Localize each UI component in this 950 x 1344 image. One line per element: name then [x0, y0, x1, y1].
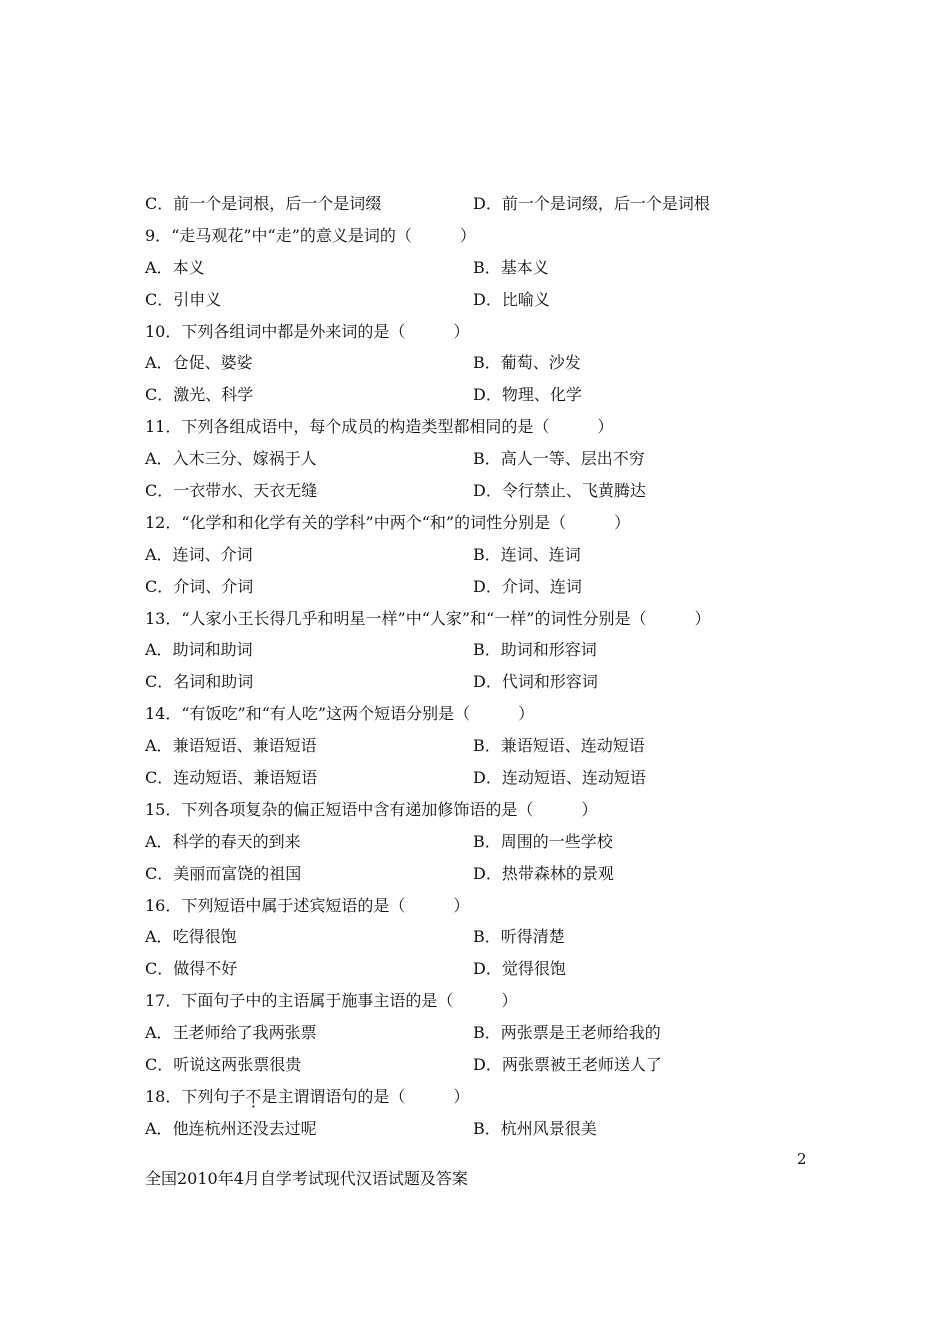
- option: [145, 188, 381, 220]
- option-letter: A．: [145, 353, 173, 373]
- option: [145, 921, 237, 953]
- option-text: 基本义: [500, 257, 549, 277]
- option-text: 听得清楚: [500, 927, 565, 947]
- option-letter: D．: [473, 385, 502, 405]
- option: [473, 762, 646, 794]
- option-text: 热带森林的景观: [501, 863, 614, 883]
- option: [473, 252, 549, 284]
- option-text: 激光、科学: [173, 385, 254, 405]
- option-letter: D．: [473, 481, 502, 501]
- option: [145, 379, 253, 411]
- question-text: “走马观花”中“走”的意义是词的（ ）: [171, 225, 476, 245]
- option: [145, 858, 301, 890]
- option-letter: D．: [473, 1055, 502, 1075]
- option: [145, 1017, 317, 1049]
- option-row: [145, 379, 845, 411]
- option-letter: C．: [145, 481, 174, 501]
- option-letter: B．: [473, 257, 501, 277]
- option-letter: B．: [473, 640, 501, 660]
- option-text: 高人一等、层出不穷: [500, 449, 645, 469]
- option-row: [145, 1113, 845, 1145]
- option-row: [145, 347, 845, 379]
- option-row: [145, 443, 845, 475]
- option-letter: B．: [473, 353, 501, 373]
- option-letter: C．: [145, 194, 174, 213]
- option-letter: C．: [145, 385, 174, 405]
- option: [145, 730, 317, 762]
- question-text: “有饭吃”和“有人吃”这两个短语分别是（ ）: [181, 704, 535, 724]
- option: [473, 634, 597, 666]
- option-row: [145, 826, 845, 858]
- option-letter: A．: [145, 257, 173, 277]
- option-text: 美丽而富饶的祖国: [173, 863, 302, 883]
- option-row: [145, 858, 845, 890]
- option-text: 葡萄、沙发: [500, 353, 581, 373]
- option-letter: D．: [473, 959, 502, 979]
- option-text: 前一个是词缀，后一个是词根: [501, 194, 710, 213]
- option-text: 觉得很饱: [501, 959, 566, 979]
- option-text: 比喻义: [501, 289, 550, 309]
- option-row: [145, 666, 845, 698]
- option-letter: C．: [145, 1055, 174, 1075]
- question: [145, 603, 845, 635]
- question-number: 12．: [145, 512, 182, 532]
- option-text: 听说这两张票很贵: [173, 1055, 302, 1075]
- option-letter: B．: [473, 1118, 501, 1138]
- question-text: 下列各组成语中，每个成员的构造类型都相同的是（ ）: [181, 417, 614, 437]
- option: [145, 252, 205, 284]
- question-number: 10．: [145, 321, 182, 341]
- option: [145, 666, 253, 698]
- option: [145, 571, 253, 603]
- question: [145, 794, 845, 826]
- option-row: [145, 188, 845, 220]
- option: [473, 921, 565, 953]
- question: [145, 985, 845, 1017]
- option-text: 本义: [172, 257, 205, 277]
- option-row: [145, 539, 845, 571]
- question-number: 18．: [145, 1086, 182, 1106]
- option-text: 介词、介词: [173, 576, 254, 596]
- option-letter: C．: [145, 768, 174, 788]
- option-letter: C．: [145, 576, 174, 596]
- option: [473, 730, 645, 762]
- question-text: 下列句子: [181, 1086, 246, 1106]
- option-letter: D．: [473, 863, 502, 883]
- question-number: 17．: [145, 991, 182, 1011]
- option-row: [145, 252, 845, 284]
- option: [145, 1049, 301, 1081]
- option-text: 两张票是王老师给我的: [500, 1023, 661, 1043]
- question-text: 下列各项复杂的偏正短语中含有递加修饰语的是（ ）: [181, 799, 598, 819]
- option: [145, 284, 221, 316]
- page-footer: 全国2010年4月自学考试现代汉语试题及答案: [145, 1169, 468, 1188]
- option-letter: B．: [473, 449, 501, 469]
- option: [145, 826, 301, 858]
- question-number: 15．: [145, 799, 182, 819]
- option-row: [145, 921, 845, 953]
- question: [145, 890, 845, 922]
- question-text: “人家小王长得几乎和明星一样”中“人家”和“一样”的词性分别是（ ）: [181, 608, 711, 628]
- option-text: 令行禁止、飞黄腾达: [501, 481, 646, 501]
- option-letter: C．: [145, 863, 174, 883]
- option-letter: D．: [473, 768, 502, 788]
- option-text: 兼语短语、兼语短语: [172, 736, 317, 756]
- option-text: 物理、化学: [501, 385, 582, 405]
- option-letter: C．: [145, 672, 174, 692]
- question-number: 11．: [145, 417, 182, 437]
- option-letter: D．: [473, 672, 502, 692]
- option-row: [145, 634, 845, 666]
- option-letter: B．: [473, 544, 501, 564]
- option-letter: B．: [473, 927, 501, 947]
- question-text: 下面句子中的主语属于施事主语的是（ ）: [181, 991, 518, 1011]
- option-letter: A．: [145, 736, 173, 756]
- question-number: 13．: [145, 608, 182, 628]
- option: [145, 1113, 317, 1145]
- option-letter: A．: [145, 640, 173, 660]
- option-text: 吃得很饱: [172, 927, 237, 947]
- option-text: 连词、连词: [500, 544, 581, 564]
- option: [473, 1017, 661, 1049]
- option: [473, 858, 614, 890]
- option-text: 代词和形容词: [501, 672, 598, 692]
- question-text: 是主谓谓语句的是（ ）: [261, 1086, 470, 1106]
- question: [145, 316, 845, 348]
- option: [145, 347, 253, 379]
- option-text: 连动短语、兼语短语: [173, 768, 318, 788]
- option: [145, 634, 253, 666]
- question-number: 14．: [145, 704, 182, 724]
- question-text: “化学和和化学有关的学科”中两个“和”的词性分别是（ ）: [181, 512, 631, 532]
- option: [473, 953, 566, 985]
- option-letter: B．: [473, 831, 501, 851]
- option-letter: C．: [145, 289, 174, 309]
- option-text: 科学的春天的到来: [172, 831, 301, 851]
- option-row: [145, 1017, 845, 1049]
- question-text: 下列各组词中都是外来词的是（ ）: [181, 321, 470, 341]
- option: [145, 762, 317, 794]
- question: [145, 1081, 845, 1113]
- option-text: 助词和助词: [172, 640, 253, 660]
- option-text: 介词、连词: [501, 576, 582, 596]
- option-letter: C．: [145, 959, 174, 979]
- option: [473, 475, 646, 507]
- option: [473, 347, 581, 379]
- option: [473, 1049, 662, 1081]
- option-letter: A．: [145, 831, 173, 851]
- option-letter: B．: [473, 1023, 501, 1043]
- option: [473, 379, 582, 411]
- question-number: 16．: [145, 895, 182, 915]
- option: [145, 953, 237, 985]
- option: [473, 284, 550, 316]
- option-text: 兼语短语、连动短语: [500, 736, 645, 756]
- option: [473, 539, 581, 571]
- option-row: [145, 953, 845, 985]
- option-text: 助词和形容词: [500, 640, 597, 660]
- option-text: 做得不好: [173, 959, 238, 979]
- emphasis-dotted-word: 不: [245, 1086, 262, 1106]
- option-text: 入木三分、嫁祸于人: [172, 449, 317, 469]
- option-text: 他连杭州还没去过呢: [172, 1118, 317, 1138]
- option-text: 周围的一些学校: [500, 831, 613, 851]
- option-letter: A．: [145, 449, 173, 469]
- option-letter: D．: [473, 576, 502, 596]
- option: [473, 443, 645, 475]
- option: [145, 443, 317, 475]
- option: [473, 1113, 597, 1145]
- option-text: 两张票被王老师送人了: [501, 1055, 662, 1075]
- option-letter: A．: [145, 927, 173, 947]
- option: [473, 188, 710, 220]
- option-letter: B．: [473, 736, 501, 756]
- option-row: [145, 571, 845, 603]
- option-row: [145, 762, 845, 794]
- option-text: 引申义: [173, 289, 222, 309]
- question: [145, 698, 845, 730]
- option-text: 一衣带水、天衣无缝: [173, 481, 318, 501]
- option-row: [145, 475, 845, 507]
- question: [145, 411, 845, 443]
- page-number: 2: [797, 1150, 807, 1168]
- option-letter: D．: [473, 194, 502, 213]
- option: [145, 539, 253, 571]
- option: [145, 475, 317, 507]
- option-letter: A．: [145, 1023, 173, 1043]
- option-row: [145, 284, 845, 316]
- option-text: 名词和助词: [173, 672, 254, 692]
- option-letter: D．: [473, 289, 502, 309]
- option-text: 连动短语、连动短语: [501, 768, 646, 788]
- option-text: 连词、介词: [172, 544, 253, 564]
- option-text: 仓促、婆娑: [172, 353, 253, 373]
- question-text: 下列短语中属于述宾短语的是（ ）: [181, 895, 470, 915]
- option: [473, 666, 598, 698]
- option-text: 杭州风景很美: [500, 1118, 597, 1138]
- option-text: 王老师给了我两张票: [172, 1023, 317, 1043]
- question: [145, 507, 845, 539]
- option-row: [145, 730, 845, 762]
- question: [145, 220, 845, 252]
- question-list: [145, 188, 845, 1145]
- option-row: [145, 1049, 845, 1081]
- option: [473, 571, 582, 603]
- option-letter: A．: [145, 1118, 173, 1138]
- question-number: 9．: [145, 225, 172, 245]
- option: [473, 826, 613, 858]
- option-text: 前一个是词根，后一个是词缀: [173, 194, 382, 213]
- option-letter: A．: [145, 544, 173, 564]
